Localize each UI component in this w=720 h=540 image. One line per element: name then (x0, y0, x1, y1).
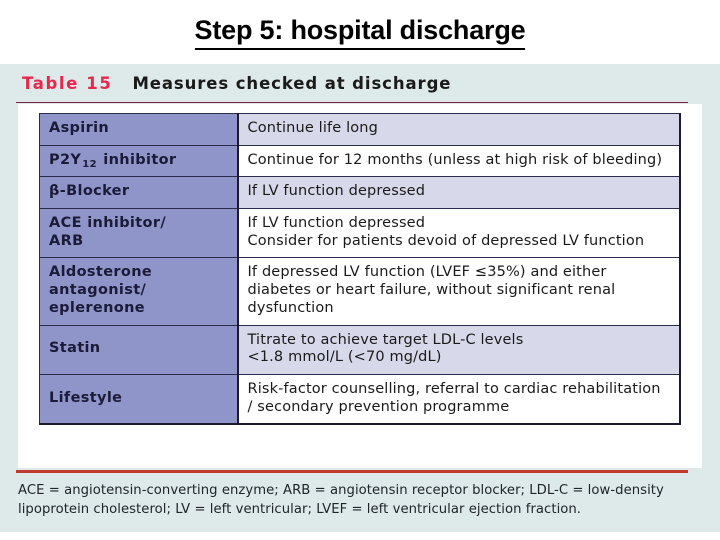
measures-table (39, 113, 681, 425)
recommendation-cell-ace-arb (238, 209, 680, 258)
recommendation-cell-aspirin: Continue life long (238, 114, 680, 146)
table-panel (18, 104, 702, 468)
table-row (40, 177, 680, 209)
measure-line-3: eplerenone (49, 299, 145, 316)
measure-line-1: Aldosterone (49, 264, 153, 281)
recommendation-cell-beta-blocker: If LV function depressed (238, 177, 680, 209)
table-row (40, 374, 680, 424)
measure-cell-lifestyle: Lifestyle (40, 374, 238, 424)
table-row (40, 325, 680, 374)
table-caption (22, 74, 682, 93)
page-title-text: Step 5: hospital discharge (195, 15, 526, 50)
measure-line-1: ACE inhibitor/ (49, 215, 166, 232)
measure-cell-p2y12 (40, 145, 238, 177)
measure-cell-ace-arb (40, 209, 238, 258)
measure-subscript: 12 (82, 158, 97, 170)
measure-line-2: ARB (49, 232, 84, 249)
recommendation-cell-statin (238, 325, 680, 374)
table-row (40, 145, 680, 177)
measure-cell-beta-blocker: β-Blocker (40, 177, 238, 209)
measure-cell-aspirin: Aspirin (40, 114, 238, 146)
recommendation-cell-lifestyle: Risk-factor counselling, referral to cardiac rehabilitation / secondary prevention programme (238, 374, 680, 424)
table-footnote: ACE = angiotensin-converting enzyme; ARB = angiotensin receptor blocker; LDL-C = low-density lipoprotein cholesterol; LV = left ventricular; LVEF = left ventricular ejection fraction. (18, 483, 664, 517)
page-title (0, 16, 720, 44)
recommendation-line-2: Consider for patients devoid of depressed LV function (247, 232, 645, 249)
table-row (40, 114, 680, 146)
recommendation-line-2: <1.8 mmol/L (<70 mg/dL) (247, 349, 442, 366)
caption-rule (16, 102, 688, 103)
recommendation-line-1: Titrate to achieve target LDL-C levels (247, 331, 524, 348)
table-row (40, 209, 680, 258)
measure-cell-aldosterone (40, 258, 238, 325)
measure-line-2: antagonist/ (49, 282, 147, 299)
measure-suffix: inhibitor (97, 151, 177, 168)
recommendation-cell-p2y12: Continue for 12 months (unless at high risk of bleeding) (238, 145, 680, 177)
footnote-rule (16, 470, 688, 473)
table-caption-text: Measures checked at discharge (132, 74, 452, 93)
measure-cell-statin: Statin (40, 325, 238, 374)
table-row (40, 258, 680, 325)
table-caption-number: Table 15 (22, 74, 113, 93)
measure-prefix: P2Y (49, 151, 82, 168)
recommendation-line-1: If LV function depressed (247, 215, 426, 232)
recommendation-cell-aldosterone: If depressed LV function (LVEF ≤35%) and either diabetes or heart failure, without significant renal dysfunction (238, 258, 680, 325)
figure-band (0, 64, 720, 532)
